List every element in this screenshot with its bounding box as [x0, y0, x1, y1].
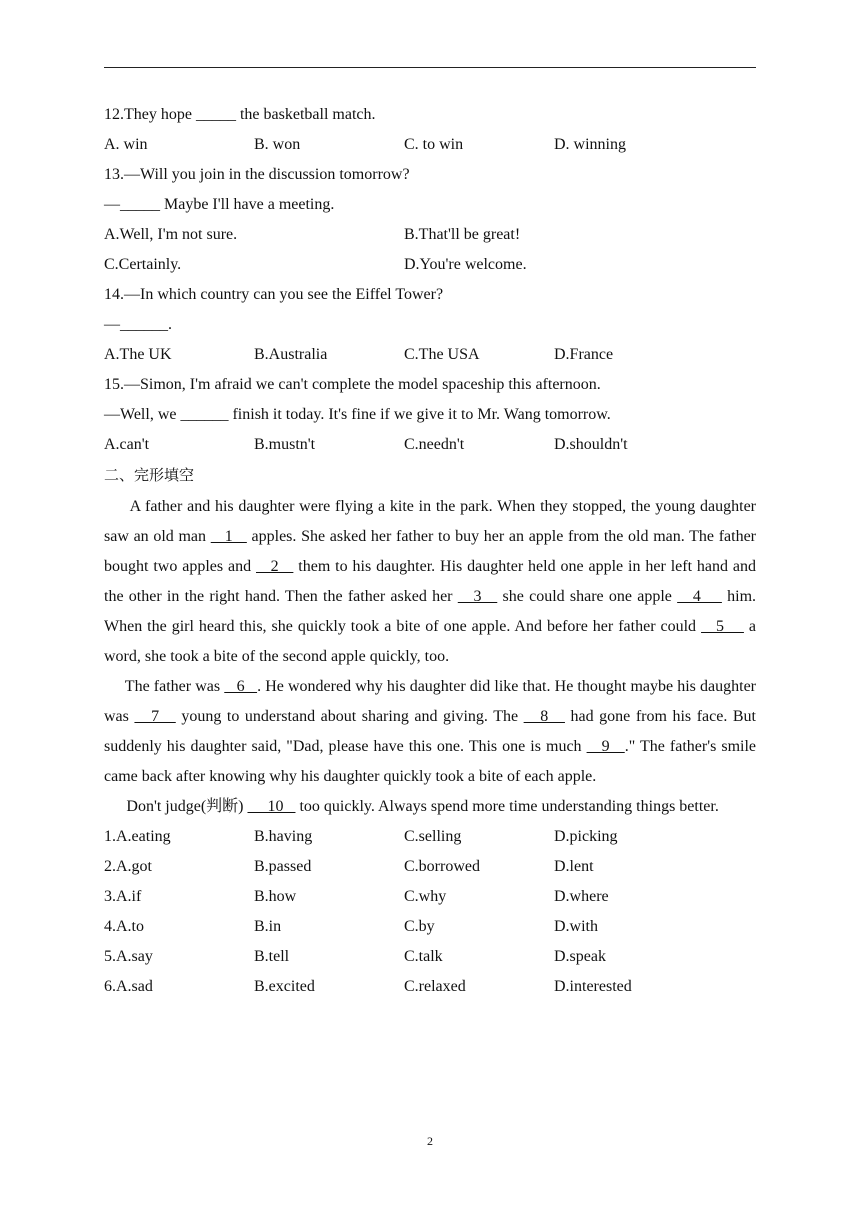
passage-text: him. When the girl heard this, she quickly took a bite of one apple. And before her father could	[104, 588, 757, 635]
answer-blank: 4	[677, 588, 722, 605]
page-number: 2	[427, 1134, 433, 1148]
section-title: 二、完形填空	[104, 466, 195, 484]
passage-paragraph	[104, 792, 756, 822]
option: D.France	[554, 346, 614, 363]
option: C.selling	[404, 828, 462, 845]
option: B.mustn't	[254, 436, 316, 453]
passage-text: The father was	[124, 678, 225, 695]
options-row	[104, 822, 756, 852]
answer-blank: 9	[586, 738, 625, 755]
option: 1.A.eating	[104, 828, 171, 845]
question-stem: 15.—Simon, I'm afraid we can't complete the model spaceship this afternoon.	[104, 376, 601, 393]
answer-blank: 3	[457, 588, 498, 605]
options-row	[104, 340, 756, 370]
option: B. won	[254, 136, 301, 153]
option: A.can't	[104, 436, 150, 453]
option: B.That'll be great!	[404, 226, 521, 243]
passage-text: young to understand about sharing and giving. The	[175, 708, 524, 725]
question-stem: 14.—In which country can you see the Eiffel Tower?	[104, 286, 444, 303]
passage-text: apples. She asked her father to buy her an apple from the old man. The father bought two apples and	[104, 528, 757, 575]
option: B.passed	[254, 858, 312, 875]
option: C.talk	[404, 948, 443, 965]
option: D.interested	[554, 978, 632, 995]
passage-paragraph	[104, 492, 756, 672]
option: C.needn't	[404, 436, 465, 453]
passage-text: had gone from his face. But suddenly his daughter said, "Dad, please have this one. This one is much	[104, 708, 757, 755]
cloze-options	[104, 822, 756, 1002]
header-rule	[104, 67, 756, 68]
question-stem: —_____ Maybe I'll have a meeting.	[104, 196, 335, 213]
option: C.relaxed	[404, 978, 466, 995]
question-stem: 12.They hope _____ the basketball match.	[104, 106, 376, 123]
cloze-passage	[104, 492, 756, 822]
passage-text: Don't judge(判断)	[126, 798, 248, 815]
option: B.Australia	[254, 346, 328, 363]
passage-text: ." The father's smile came back after knowing why his daughter quickly took a bite of each apple.	[104, 738, 757, 785]
option: 4.A.to	[104, 918, 144, 935]
answer-blank: 1	[210, 528, 247, 545]
option: A.Well, I'm not sure.	[104, 226, 238, 243]
question-stem: —______.	[104, 316, 172, 333]
option: B.excited	[254, 978, 315, 995]
option: B.how	[254, 888, 297, 905]
option: D.speak	[554, 948, 606, 965]
option: C. to win	[404, 136, 464, 153]
options-row	[104, 430, 756, 460]
answer-blank: 2	[256, 558, 294, 575]
options-row	[104, 912, 756, 942]
option: 6.A.sad	[104, 978, 153, 995]
passage-text: . He wondered why his daughter did like that. He thought maybe his daughter was	[104, 678, 757, 725]
multiple-choice-questions	[104, 100, 756, 460]
option: D. winning	[554, 136, 626, 153]
option: C.by	[404, 918, 435, 935]
passage-text: too quickly. Always spend more time understanding things better.	[295, 798, 719, 815]
passage-text: she could share one apple	[497, 588, 678, 605]
option: C.borrowed	[404, 858, 480, 875]
answer-blank: 6	[224, 678, 258, 695]
option: 5.A.say	[104, 948, 153, 965]
question	[104, 370, 756, 460]
answer-blank: 7	[134, 708, 176, 725]
question-stem: —Well, we ______ finish it today. It's fine if we give it to Mr. Wang tomorrow.	[104, 406, 611, 423]
options-row	[104, 852, 756, 882]
option: A. win	[104, 136, 148, 153]
option: D.shouldn't	[554, 436, 628, 453]
option: C.why	[404, 888, 447, 905]
option: D.lent	[554, 858, 594, 875]
option: 2.A.got	[104, 858, 152, 875]
passage-text: them to his daughter. His daughter held one apple in her left hand and the other in the right hand. Then the father asked her	[104, 558, 756, 605]
passage-text: A father and his daughter were flying a kite in the park. When they stopped, the young daughter saw an old man	[104, 498, 756, 545]
question	[104, 160, 756, 280]
question	[104, 280, 756, 370]
answer-blank: 5	[701, 618, 744, 635]
options-row	[104, 220, 756, 250]
page-content	[104, 100, 756, 1002]
option: D.picking	[554, 828, 618, 845]
question	[104, 100, 756, 160]
option: B.in	[254, 918, 282, 935]
option: 3.A.if	[104, 888, 142, 905]
option: C.The USA	[404, 346, 480, 363]
answer-blank: 8	[523, 708, 565, 725]
options-row	[104, 942, 756, 972]
passage-paragraph	[104, 672, 756, 792]
option: C.Certainly.	[104, 256, 182, 273]
options-row	[104, 130, 756, 160]
options-row	[104, 972, 756, 1002]
question-stem: 13.—Will you join in the discussion tomorrow?	[104, 166, 410, 183]
option: D.where	[554, 888, 609, 905]
passage-text: a word, she took a bite of the second apple quickly, too.	[104, 618, 757, 665]
option: B.having	[254, 828, 313, 845]
option: A.The UK	[104, 346, 172, 363]
option: B.tell	[254, 948, 290, 965]
option: D.You're welcome.	[404, 256, 527, 273]
options-row	[104, 250, 756, 280]
option: D.with	[554, 918, 598, 935]
answer-blank: 10	[247, 798, 296, 815]
options-row	[104, 882, 756, 912]
